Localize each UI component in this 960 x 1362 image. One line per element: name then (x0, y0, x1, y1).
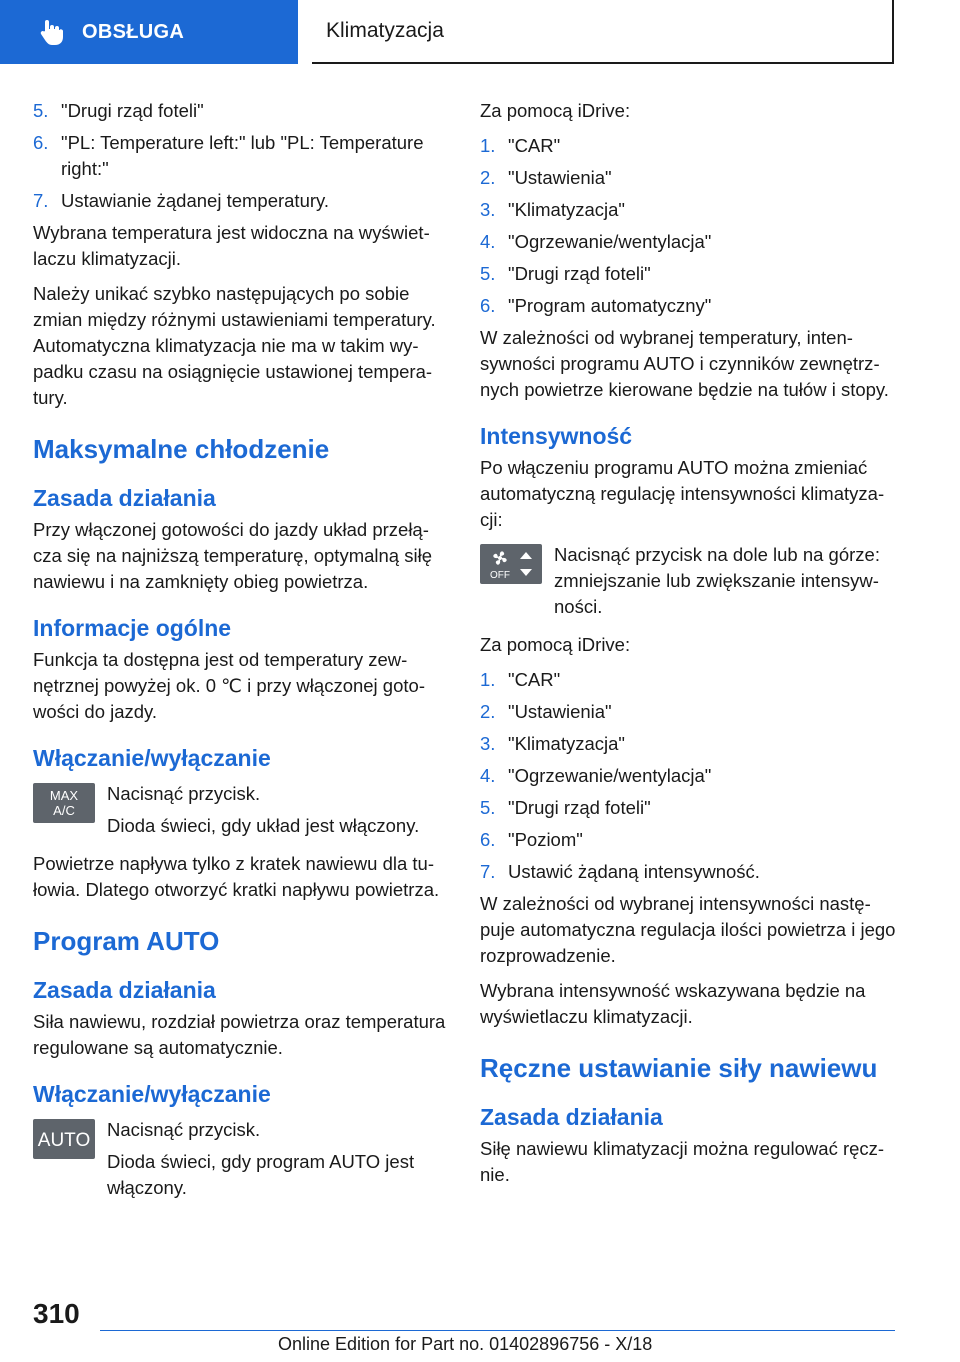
paragraph: Funkcja ta dostępna jest od temperatury zewnętrznej powyżej ok. 0 ℃ i przy włączonej gotowości do jazdy. (33, 649, 425, 722)
footer-divider (100, 1330, 895, 1331)
section-tab[interactable] (0, 0, 298, 64)
fan-instruction (480, 542, 898, 626)
paragraph: Dioda świeci, gdy układ jest włączony. (107, 815, 420, 836)
heading-max-cooling: Maksymalne chłodzenie (33, 434, 330, 464)
fan-icon (493, 551, 506, 564)
paragraph: Po włączeniu programu AUTO można zmieniać automatyczną regulację intensywności klimatyzacji: (480, 457, 885, 530)
list-item: 6. "Program automatyczny" (480, 295, 712, 316)
paragraph: Dioda świeci, gdy program AUTO jest włączony. (107, 1151, 415, 1198)
paragraph: Nacisnąć przycisk. (107, 1119, 261, 1140)
subheading-principle: Zasada działania (33, 485, 216, 511)
list-item: 5. "Drugi rząd foteli" (480, 797, 651, 818)
subheading-on-off: Włączanie/wyłączanie (33, 1081, 271, 1107)
list-item: 6. "PL: Temperature left:" lub "PL: Temperature right:" (33, 132, 424, 179)
subheading-principle: Zasada działania (480, 1104, 663, 1130)
list-item: 7. Ustawianie żądanej temperatury. (33, 190, 330, 211)
subheading-intensity: Intensywność (480, 423, 633, 449)
page-number: 310 (33, 1298, 80, 1329)
paragraph: Siłę nawiewu klimatyzacji można regulować ręcznie. (480, 1138, 885, 1185)
list-item: 5. "Drugi rząd foteli" (480, 263, 651, 284)
fan-intensity-button-icon (480, 544, 542, 584)
section-tab-label: OBSŁUGA (82, 20, 185, 43)
list-item: 3. "Klimatyzacja" (480, 733, 625, 754)
steps-list-auto (480, 133, 898, 319)
heading-manual-fan: Ręczne ustawianie siły nawiewu (480, 1053, 878, 1083)
paragraph: Wybrana temperatura jest widoczna na wyświetlaczu klimatyzacji. (33, 222, 430, 269)
hand-pointer-icon (36, 17, 66, 47)
arrow-up-icon (520, 552, 532, 559)
left-column (33, 98, 447, 1213)
list-item: 2. "Ustawienia" (480, 167, 612, 188)
list-item: 2. "Ustawienia" (480, 701, 612, 722)
list-item: 5. "Drugi rząd foteli" (33, 100, 204, 121)
paragraph: W zależności od wybranej intensywności następuje automatyczna regulacja ilości powietrza i jego rozprowadzenie. (480, 893, 896, 966)
heading-auto-program: Program AUTO (33, 926, 220, 956)
paragraph: Przy włączonej gotowości do jazdy układ przełącza się na najniższą temperaturę, optymalną siłę nawiewu i na zamknięty obieg powietrza. (33, 519, 432, 592)
list-item: 4. "Ogrzewanie/wentylacja" (480, 231, 712, 252)
max-ac-button-icon (33, 783, 95, 823)
list-item: 1. "CAR" (480, 135, 561, 156)
right-column (480, 98, 898, 1197)
paragraph: Siła nawiewu, rozdział powietrza oraz temperatura regulowane są automatycznie. (33, 1011, 446, 1058)
paragraph: Należy unikać szybko następujących po sobie zmian między różnymi ustawieniami temperatury. Automatyczna klimatyzacja nie ma w takim wypadku czasu na osiągnięcie ustawionej temperatury. (33, 283, 436, 408)
edition-note: Online Edition for Part no. 01402896756 - X/18 (278, 1334, 653, 1354)
subheading-general-info: Informacje ogólne (33, 615, 232, 641)
list-item: 4. "Ogrzewanie/wentylacja" (480, 765, 712, 786)
steps-list-top (33, 98, 447, 214)
list-item: 6. "Poziom" (480, 829, 583, 850)
svg-text:MAX: MAX (49, 788, 79, 803)
maxac-instruction (33, 781, 447, 845)
list-item: 7. Ustawić żądaną intensywność. (480, 861, 760, 882)
paragraph: Powietrze napływa tylko z kratek nawiewu dla tułowia. Dlatego otworzyć kratki napływu powietrza. (33, 853, 440, 900)
svg-text:A/C: A/C (53, 803, 75, 818)
subheading-on-off: Włączanie/wyłączanie (33, 745, 271, 771)
subheading-principle: Zasada działania (33, 977, 216, 1003)
svg-text:AUTO: AUTO (37, 1130, 91, 1151)
paragraph: Za pomocą iDrive: (480, 634, 631, 655)
paragraph: Wybrana intensywność wskazywana będzie na wyświetlaczu klimatyzacji. (480, 980, 866, 1027)
chapter-title: Klimatyzacja (312, 0, 894, 64)
list-item: 1. "CAR" (480, 669, 561, 690)
paragraph: Za pomocą iDrive: (480, 100, 631, 121)
auto-instruction (33, 1117, 447, 1207)
paragraph: Nacisnąć przycisk na dole lub na górze: zmniejszanie lub zwiększanie intensywności. (554, 544, 880, 617)
steps-list-intensity (480, 667, 898, 885)
svg-text:OFF: OFF (490, 570, 510, 581)
auto-button-icon (33, 1119, 95, 1159)
paragraph: W zależności od wybranej temperatury, intensywności programu AUTO i czynników zewnętrznych powietrze kierowane będzie na tułów i stopy. (480, 327, 889, 400)
list-item: 3. "Klimatyzacja" (480, 199, 625, 220)
paragraph: Nacisnąć przycisk. (107, 783, 261, 804)
arrow-down-icon (520, 569, 532, 576)
